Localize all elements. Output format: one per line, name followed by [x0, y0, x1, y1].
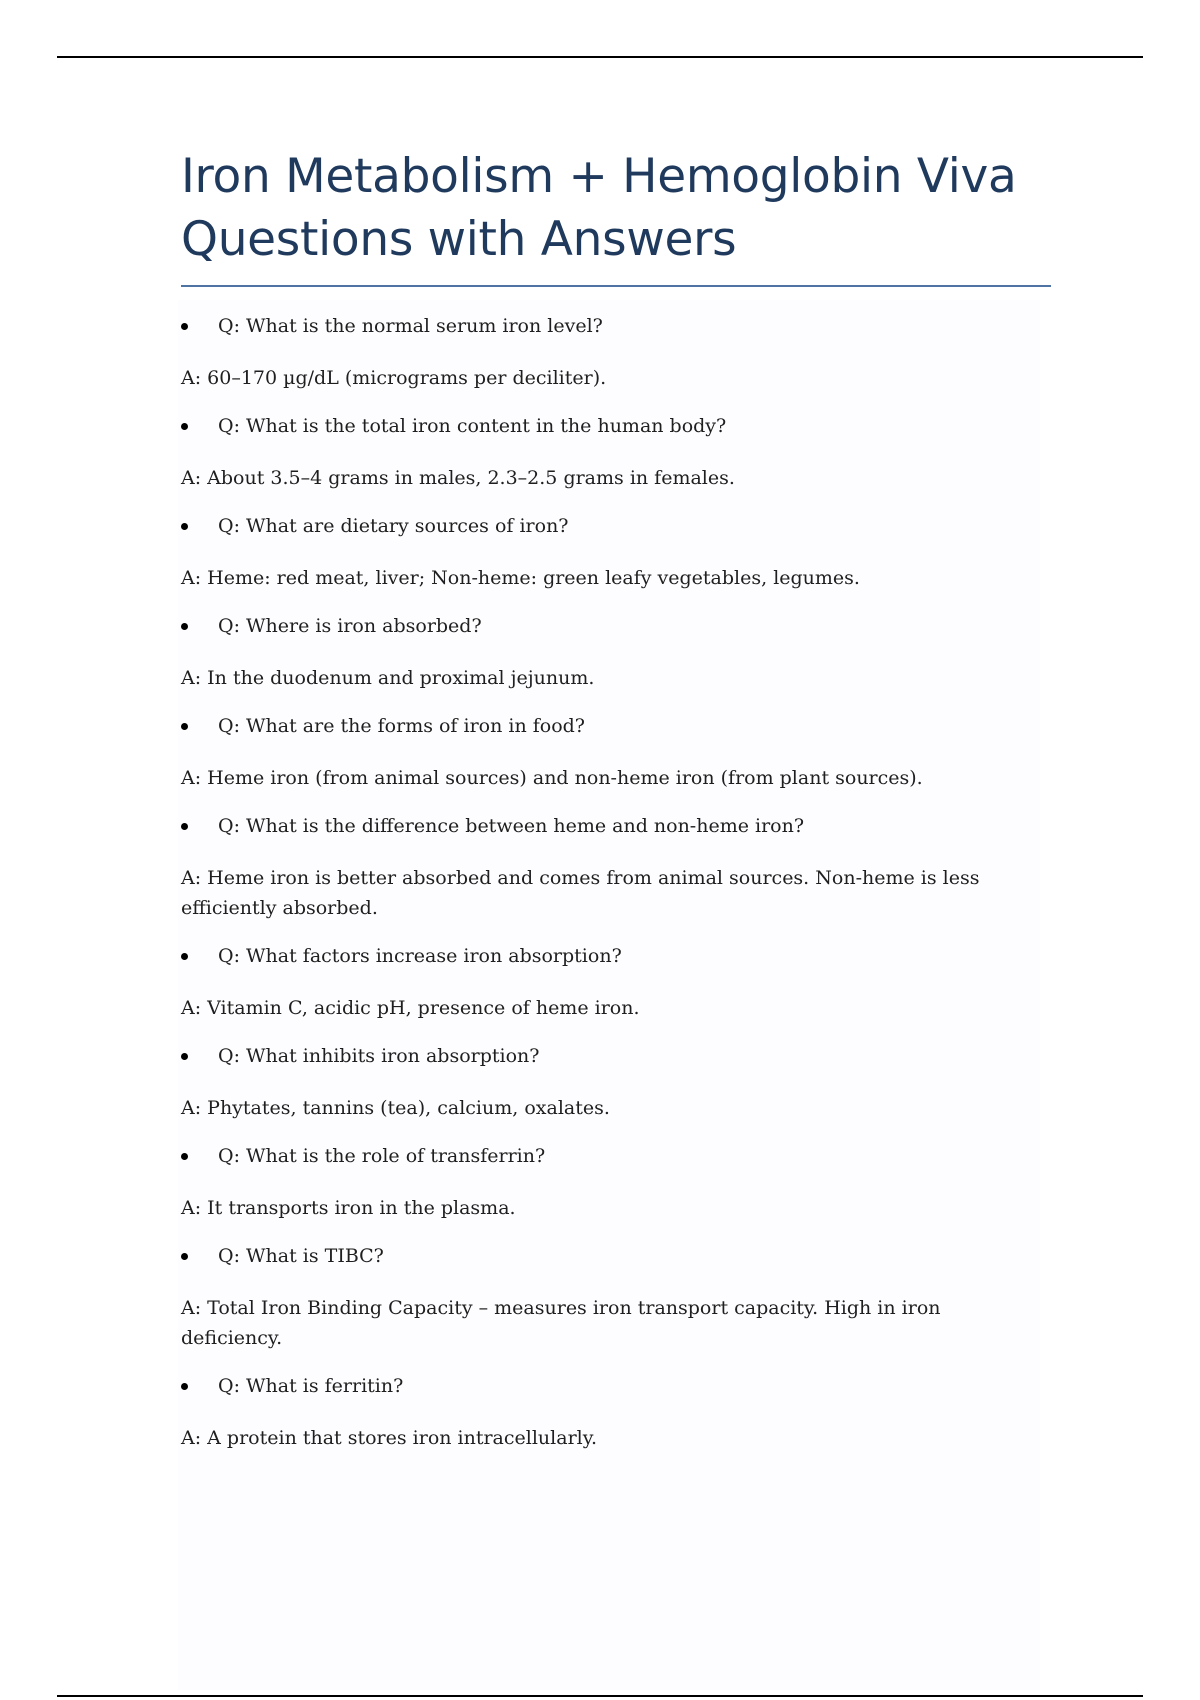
- question-text: Q: What are dietary sources of iron?: [218, 515, 569, 537]
- answer-text: A: In the duodenum and proximal jejunum.: [181, 667, 595, 689]
- bullet-icon: [181, 423, 188, 430]
- question-text: Q: What is the total iron content in the human body?: [218, 415, 727, 437]
- qa-item: [181, 713, 1081, 793]
- qa-item: [181, 813, 1081, 923]
- title-block: [181, 145, 1051, 287]
- question-line: [181, 1243, 1081, 1270]
- question-text: Q: What is the normal serum iron level?: [218, 315, 603, 337]
- answer-text: A: It transports iron in the plasma.: [181, 1197, 516, 1219]
- question-line: [181, 943, 1081, 970]
- header-rule: [57, 56, 1143, 58]
- qa-item: [181, 1373, 1081, 1453]
- bullet-icon: [181, 523, 188, 530]
- qa-item: [181, 943, 1081, 1023]
- bullet-icon: [181, 1153, 188, 1160]
- question-text: Q: What is the role of transferrin?: [218, 1145, 546, 1167]
- question-text: Q: What are the forms of iron in food?: [218, 715, 585, 737]
- qa-item: [181, 513, 1081, 593]
- qa-item: [181, 1243, 1081, 1353]
- question-line: [181, 713, 1081, 740]
- question-text: Q: Where is iron absorbed?: [218, 615, 482, 637]
- page-title: Iron Metabolism + Hemoglobin Viva Questions with Answers: [181, 149, 1017, 267]
- answer-text: A: About 3.5–4 grams in males, 2.3–2.5 grams in females.: [181, 467, 735, 489]
- title-underline: [181, 285, 1051, 287]
- bullet-icon: [181, 623, 188, 630]
- bullet-icon: [181, 723, 188, 730]
- answer-text: A: Heme iron is better absorbed and comes from animal sources. Non-heme is less efficiently absorbed.: [181, 867, 980, 919]
- question-line: [181, 1373, 1081, 1400]
- question-line: [181, 1043, 1081, 1070]
- question-line: [181, 513, 1081, 540]
- qa-item: [181, 1143, 1081, 1223]
- answer-text: A: 60–170 µg/dL (micrograms per deciliter).: [181, 367, 607, 389]
- bullet-icon: [181, 953, 188, 960]
- bullet-icon: [181, 323, 188, 330]
- question-line: [181, 1143, 1081, 1170]
- question-text: Q: What inhibits iron absorption?: [218, 1045, 540, 1067]
- bullet-icon: [181, 1253, 188, 1260]
- qa-item: [181, 613, 1081, 693]
- bullet-icon: [181, 1053, 188, 1060]
- answer-text: A: A protein that stores iron intracellularly.: [181, 1427, 597, 1449]
- bullet-icon: [181, 823, 188, 830]
- question-line: [181, 813, 1081, 840]
- answer-text: A: Heme iron (from animal sources) and non-heme iron (from plant sources).: [181, 767, 923, 789]
- answer-text: A: Heme: red meat, liver; Non-heme: green leafy vegetables, legumes.: [181, 567, 860, 589]
- question-line: [181, 313, 1081, 340]
- question-text: Q: What is the difference between heme and non-heme iron?: [218, 815, 805, 837]
- question-text: Q: What is ferritin?: [218, 1375, 404, 1397]
- answer-text: A: Phytates, tannins (tea), calcium, oxalates.: [181, 1097, 610, 1119]
- qa-item: [181, 313, 1081, 393]
- question-text: Q: What factors increase iron absorption?: [218, 945, 622, 967]
- qa-item: [181, 1043, 1081, 1123]
- question-text: Q: What is TIBC?: [218, 1245, 384, 1267]
- qa-item: [181, 413, 1081, 493]
- question-line: [181, 613, 1081, 640]
- bullet-icon: [181, 1383, 188, 1390]
- answer-text: A: Total Iron Binding Capacity – measures iron transport capacity. High in iron deficiency.: [181, 1297, 941, 1349]
- question-line: [181, 413, 1081, 440]
- answer-text: A: Vitamin C, acidic pH, presence of heme iron.: [181, 997, 640, 1019]
- footer-rule: [57, 1695, 1143, 1697]
- qa-list: [181, 313, 1081, 1473]
